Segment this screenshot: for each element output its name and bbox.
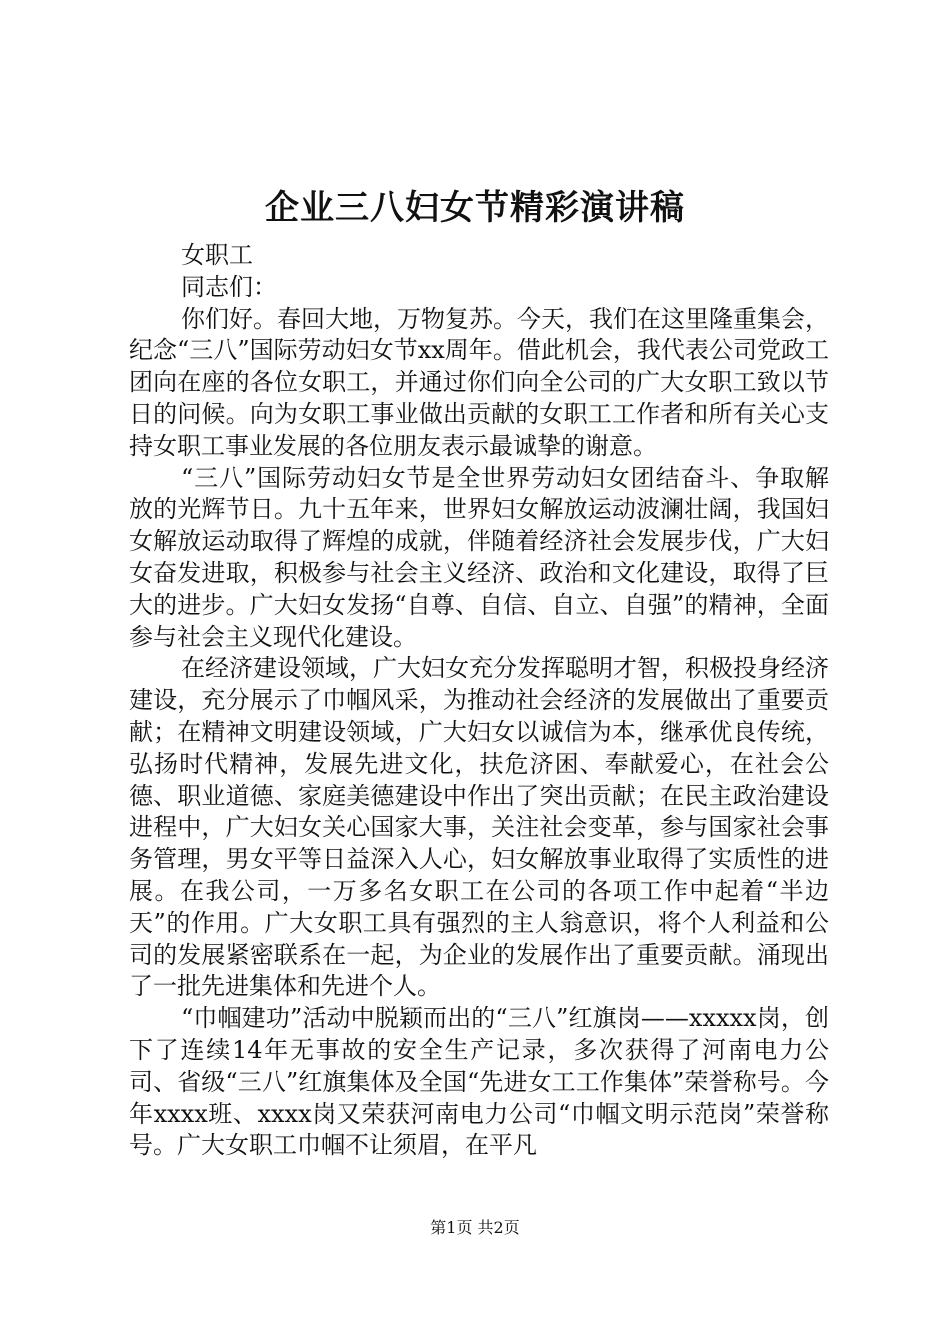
paragraph: 在经济建设领域，广大妇女充分发挥聪明才智，积极投身经济建设，充分展示了巾帼风采，为推动社会经济的发展做出了重要贡献；在精神文明建设领域，广大妇女以诚信为本，继承优良传统，弘扬时代精神，发展先进文化，扶危济困、奉献爱心，在社会公德、职业道德、家庭美德建设中作出了突出贡献；在民主政治建设进程中，广大妇女关心国家大事，关注社会变革，参与国家社会事务管理，男女平等日益深入人心，妇女解放事业取得了实质性的进展。在我公司，一万多名女职工在公司的各项工作中起着“半边天”的作用。广大女职工具有强烈的主人翁意识，将个人利益和公司的发展紧密联系在一起，为企业的发展作出了重要贡献。涌现出了一批先进集体和先进个人。 [129,654,829,1001]
page-title: 企业三八妇女节精彩演讲稿 [265,188,685,228]
greeting-line: 同志们： [181,272,277,301]
salutation-line: 女职工 [181,241,253,269]
page-number-footer: 第1页 共2页 [430,1218,520,1237]
paragraph: “三八”国际劳动妇女节是全世界劳动妇女团结奋斗、争取解放的光辉节日。九十五年来，世界妇女解放运动波澜壮阔，我国妇女解放运动取得了辉煌的成就，伴随着经济社会发展步伐，广大妇女奋发进取，积极参与社会主义经济、政治和文化建设，取得了巨大的进步。广大妇女发扬“自尊、自信、自立、自强”的精神，全面参与社会主义现代化建设。 [129,463,829,651]
paragraph: 你们好。春回大地，万物复苏。今天，我们在这里隆重集会，纪念“三八”国际劳动妇女节xx周年。借此机会，我代表公司党政工团向在座的各位女职工，并通过你们向全公司的广大女职工致以节日的问候。向为女职工事业做出贡献的女职工工作者和所有关心支持女职工事业发展的各位朋友表示最诚挚的谢意。 [129,304,829,460]
document-body [129,240,829,1162]
paragraph: “巾帼建功”活动中脱颖而出的“三八”红旗岗——xxxxx岗，创下了连续14年无事故的安全生产记录，多次获得了河南电力公司、省级“三八”红旗集体及全国“先进女工工作集体”荣誉称号。今年xxxx班、xxxx岗又荣获河南电力公司“巾帼文明示范岗”荣誉称号。广大女职工巾帼不让须眉，在平凡 [129,1004,829,1160]
